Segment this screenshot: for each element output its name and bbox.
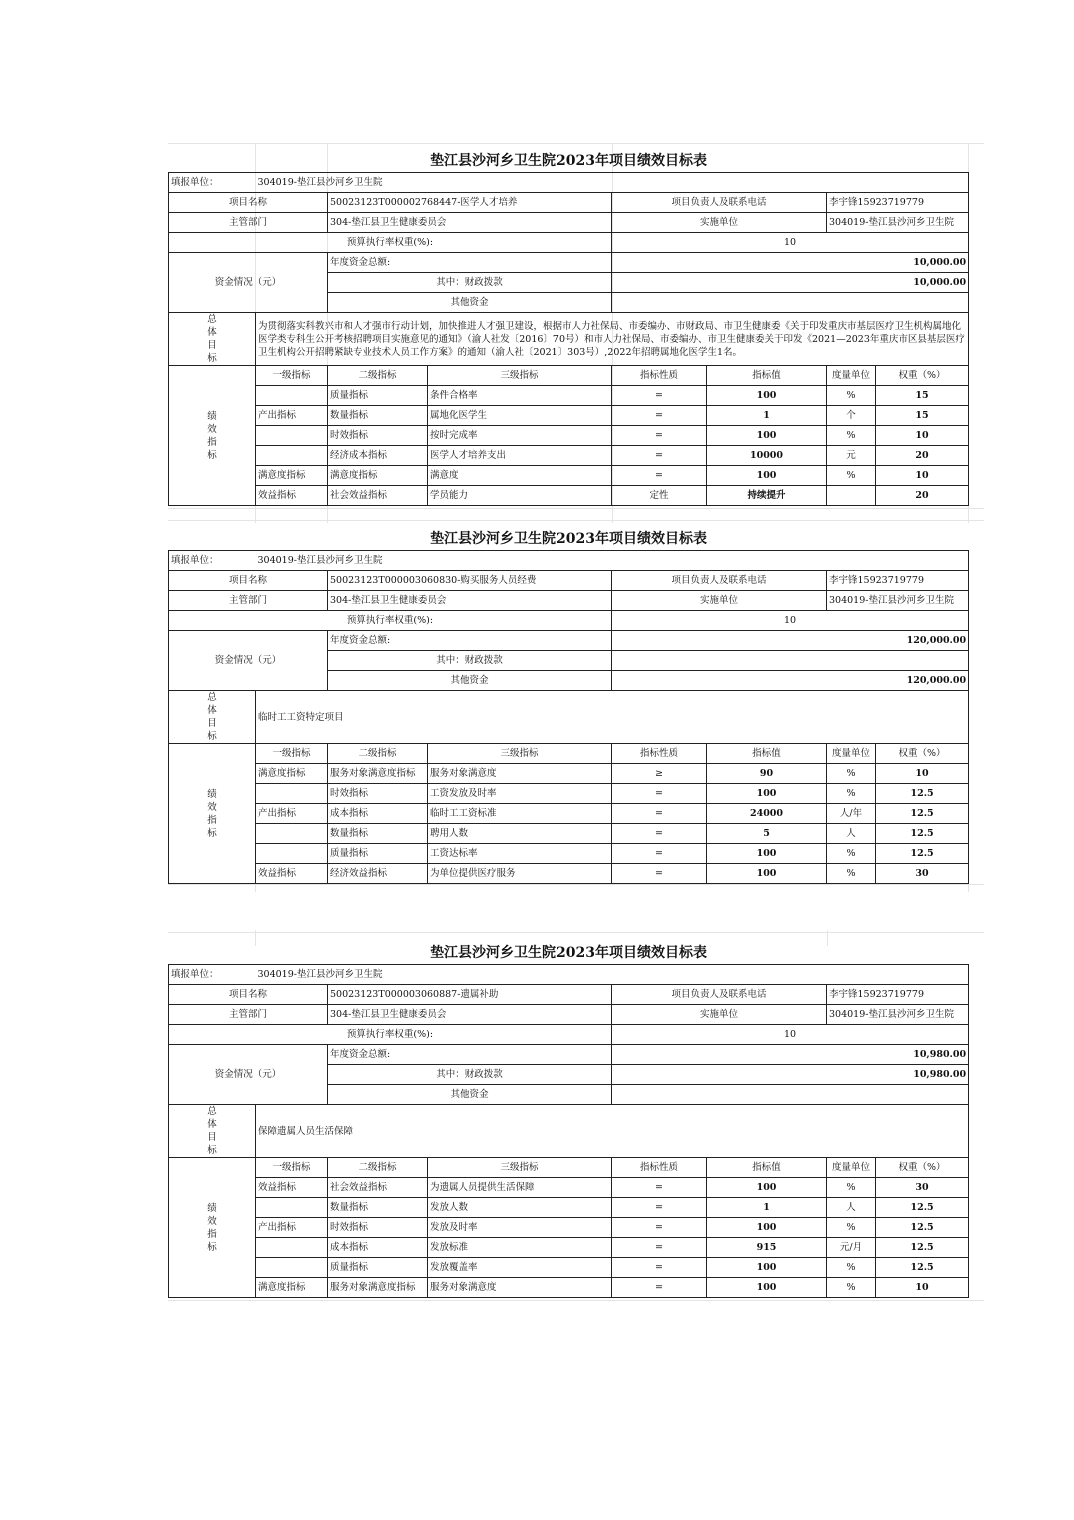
row-l2: 质量指标 [328, 844, 428, 864]
table-row [169, 1198, 969, 1218]
row-unit: % [827, 784, 876, 804]
row-unit: % [827, 386, 876, 406]
row-value: 100 [707, 784, 827, 804]
annual-total-label: 年度资金总额: [328, 253, 612, 273]
dept-label: 主管部门 [169, 213, 328, 233]
row-l2: 质量指标 [328, 1258, 428, 1278]
table-row [169, 406, 969, 426]
row-nature: = [612, 1178, 707, 1198]
fiscal-label: 其中：财政拨款 [328, 651, 612, 671]
row-l2: 服务对象满意度指标 [328, 764, 428, 784]
row-unit: % [827, 844, 876, 864]
row-l3: 属地化医学生 [428, 406, 612, 426]
row-value: 100 [707, 1278, 827, 1298]
row-l2: 成本指标 [328, 1238, 428, 1258]
fiscal-value: 10,000.00 [612, 273, 969, 293]
table-row [169, 764, 969, 784]
impl-value: 304019-垫江县沙河乡卫生院 [827, 1005, 969, 1025]
row-l3: 学员能力 [428, 486, 612, 506]
row-weight: 20 [876, 486, 969, 506]
row-l1: 产出指标 [256, 1218, 328, 1238]
row-nature: = [612, 1218, 707, 1238]
row-value: 100 [707, 1178, 827, 1198]
row-l3: 临时工工资标准 [428, 804, 612, 824]
row-unit: 人/年 [827, 804, 876, 824]
row-nature: = [612, 406, 707, 426]
row-l1 [256, 1258, 328, 1278]
row-unit: % [827, 764, 876, 784]
row-l3: 发放及时率 [428, 1218, 612, 1238]
impl-label: 实施单位 [612, 213, 827, 233]
other-funds-value [612, 293, 969, 313]
row-l2: 数量指标 [328, 406, 428, 426]
row-value: 100 [707, 864, 827, 884]
row-unit: 个 [827, 406, 876, 426]
row-nature: = [612, 844, 707, 864]
header-value: 指标值 [707, 744, 827, 764]
row-l1: 满意度指标 [256, 466, 328, 486]
row-value: 100 [707, 426, 827, 446]
table-row [169, 426, 969, 446]
row-nature: = [612, 466, 707, 486]
dept-value: 304-垫江县卫生健康委员会 [328, 213, 612, 233]
project-name-label: 项目名称 [169, 571, 328, 591]
perf-label: 绩效指标 [169, 1158, 256, 1298]
row-l1: 满意度指标 [256, 764, 328, 784]
row-nature: = [612, 1238, 707, 1258]
budget-weight-label: 预算执行率权重(%): [169, 233, 612, 253]
row-value: 1 [707, 406, 827, 426]
goal-text: 临时工工资特定项目 [256, 691, 969, 744]
row-l1: 效益指标 [256, 1178, 328, 1198]
dept-label: 主管部门 [169, 591, 328, 611]
fill-unit-value: 304019-垫江县沙河乡卫生院 [256, 551, 969, 571]
row-nature: = [612, 1258, 707, 1278]
goal-label: 总体目标 [169, 313, 256, 366]
fiscal-label: 其中：财政拨款 [328, 273, 612, 293]
other-funds-label: 其他资金 [328, 293, 612, 313]
row-l3: 条件合格率 [428, 386, 612, 406]
row-l3: 发放标准 [428, 1238, 612, 1258]
impl-value: 304019-垫江县沙河乡卫生院 [827, 591, 969, 611]
row-l1 [256, 784, 328, 804]
table-row [169, 1178, 969, 1198]
contact-label: 项目负责人及联系电话 [612, 193, 827, 213]
header-unit: 度量单位 [827, 366, 876, 386]
header-unit: 度量单位 [827, 744, 876, 764]
performance-table-3 [168, 942, 968, 1298]
table-title: 垫江县沙河乡卫生院2023年项目绩效目标表 [169, 528, 969, 551]
annual-total-value: 120,000.00 [612, 631, 969, 651]
header-nature: 指标性质 [612, 366, 707, 386]
row-weight: 20 [876, 446, 969, 466]
row-l2: 时效指标 [328, 426, 428, 446]
fill-unit-value: 304019-垫江县沙河乡卫生院 [256, 965, 969, 985]
impl-label: 实施单位 [612, 591, 827, 611]
row-l1 [256, 844, 328, 864]
row-weight: 10 [876, 764, 969, 784]
row-l3: 为遗属人员提供生活保障 [428, 1178, 612, 1198]
project-name-value: 50023123T000002768447-医学人才培养 [328, 193, 612, 213]
row-l1 [256, 1238, 328, 1258]
row-value: 持续提升 [707, 486, 827, 506]
row-unit: % [827, 1178, 876, 1198]
row-unit: % [827, 426, 876, 446]
row-nature: = [612, 784, 707, 804]
funds-label: 资金情况（元） [169, 1045, 328, 1105]
row-unit [827, 486, 876, 506]
row-l1: 效益指标 [256, 486, 328, 506]
table-row [169, 1278, 969, 1298]
project-name-label: 项目名称 [169, 193, 328, 213]
dept-value: 304-垫江县卫生健康委员会 [328, 1005, 612, 1025]
project-name-label: 项目名称 [169, 985, 328, 1005]
perf-label: 绩效指标 [169, 366, 256, 506]
row-nature: = [612, 386, 707, 406]
row-l3: 服务对象满意度 [428, 1278, 612, 1298]
budget-weight-value: 10 [612, 1025, 969, 1045]
header-value: 指标值 [707, 1158, 827, 1178]
row-weight: 10 [876, 426, 969, 446]
row-l3: 医学人才培养支出 [428, 446, 612, 466]
row-nature: = [612, 864, 707, 884]
budget-weight-label: 预算执行率权重(%): [169, 611, 612, 631]
row-l1: 产出指标 [256, 804, 328, 824]
other-funds-label: 其他资金 [328, 671, 612, 691]
performance-table-2 [168, 528, 968, 884]
row-weight: 12.5 [876, 804, 969, 824]
row-value: 100 [707, 1218, 827, 1238]
table-row [169, 824, 969, 844]
table-row [169, 446, 969, 466]
row-weight: 12.5 [876, 844, 969, 864]
budget-weight-value: 10 [612, 611, 969, 631]
annual-total-label: 年度资金总额: [328, 631, 612, 651]
row-unit: % [827, 466, 876, 486]
goal-text: 为贯彻落实科教兴市和人才强市行动计划，加快推进人才强卫建设，根据市人力社保局、市委编办、市财政局、市卫生健康委《关于印发重庆市基层医疗卫生机构属地化医学类专科生公开考核招聘项目实施意见的通知》（渝人社发〔2016〕70号）和市人力社保局、市委编办、市卫生健康委关于印发《2021—2023年重庆市区县基层医疗卫生机构公开招聘紧缺专业技术人员工作方案》的通知（渝人社〔2021〕303号）,2022年招聘属地化医学生1名。 [256, 313, 969, 366]
dept-label: 主管部门 [169, 1005, 328, 1025]
header-unit: 度量单位 [827, 1158, 876, 1178]
performance-table-1 [168, 150, 968, 506]
row-l2: 成本指标 [328, 804, 428, 824]
row-l1: 效益指标 [256, 864, 328, 884]
row-l2: 经济效益指标 [328, 864, 428, 884]
contact-value: 李宇锋15923719779 [827, 571, 969, 591]
row-nature: = [612, 804, 707, 824]
row-value: 10000 [707, 446, 827, 466]
header-l1: 一级指标 [256, 1158, 328, 1178]
contact-value: 李宇锋15923719779 [827, 193, 969, 213]
budget-weight-label: 预算执行率权重(%): [169, 1025, 612, 1045]
fill-unit-value: 304019-垫江县沙河乡卫生院 [256, 173, 969, 193]
row-value: 24000 [707, 804, 827, 824]
project-name-value: 50023123T000003060830-购买服务人员经费 [328, 571, 612, 591]
header-weight: 权重（%） [876, 366, 969, 386]
row-l1 [256, 386, 328, 406]
row-l3: 按时完成率 [428, 426, 612, 446]
row-value: 100 [707, 466, 827, 486]
header-l2: 二级指标 [328, 1158, 428, 1178]
fill-unit-label: 填报单位： [169, 965, 256, 985]
row-nature: ≥ [612, 764, 707, 784]
header-l1: 一级指标 [256, 744, 328, 764]
table-row [169, 784, 969, 804]
row-value: 90 [707, 764, 827, 784]
row-weight: 15 [876, 406, 969, 426]
fiscal-value: 10,980.00 [612, 1065, 969, 1085]
row-l1: 满意度指标 [256, 1278, 328, 1298]
row-weight: 12.5 [876, 1198, 969, 1218]
fill-unit-label: 填报单位： [169, 173, 256, 193]
annual-total-value: 10,000.00 [612, 253, 969, 273]
row-nature: = [612, 426, 707, 446]
table-row [169, 804, 969, 824]
goal-label: 总体目标 [169, 1105, 256, 1158]
table-title: 垫江县沙河乡卫生院2023年项目绩效目标表 [169, 150, 969, 173]
contact-label: 项目负责人及联系电话 [612, 985, 827, 1005]
row-l1 [256, 824, 328, 844]
row-l3: 为单位提供医疗服务 [428, 864, 612, 884]
impl-label: 实施单位 [612, 1005, 827, 1025]
table-row [169, 466, 969, 486]
row-nature: = [612, 1198, 707, 1218]
fiscal-label: 其中：财政拨款 [328, 1065, 612, 1085]
row-nature: = [612, 446, 707, 466]
row-value: 5 [707, 824, 827, 844]
other-funds-value: 120,000.00 [612, 671, 969, 691]
goal-text: 保障遗属人员生活保障 [256, 1105, 969, 1158]
row-value: 915 [707, 1238, 827, 1258]
header-l3: 三级指标 [428, 366, 612, 386]
row-l1 [256, 446, 328, 466]
row-weight: 15 [876, 386, 969, 406]
row-l1: 产出指标 [256, 406, 328, 426]
row-l3: 聘用人数 [428, 824, 612, 844]
header-l2: 二级指标 [328, 744, 428, 764]
table-row [169, 1218, 969, 1238]
other-funds-value [612, 1085, 969, 1105]
row-l2: 质量指标 [328, 386, 428, 406]
other-funds-label: 其他资金 [328, 1085, 612, 1105]
row-weight: 30 [876, 864, 969, 884]
row-l2: 经济成本指标 [328, 446, 428, 466]
row-l1 [256, 426, 328, 446]
header-weight: 权重（%） [876, 1158, 969, 1178]
row-l3: 工资发放及时率 [428, 784, 612, 804]
row-l2: 数量指标 [328, 824, 428, 844]
contact-value: 李宇锋15923719779 [827, 985, 969, 1005]
row-l3: 发放覆盖率 [428, 1258, 612, 1278]
project-name-value: 50023123T000003060887-遗属补助 [328, 985, 612, 1005]
row-unit: % [827, 1218, 876, 1238]
row-weight: 12.5 [876, 784, 969, 804]
budget-weight-value: 10 [612, 233, 969, 253]
row-l3: 满意度 [428, 466, 612, 486]
header-l1: 一级指标 [256, 366, 328, 386]
header-value: 指标值 [707, 366, 827, 386]
header-nature: 指标性质 [612, 1158, 707, 1178]
row-weight: 30 [876, 1178, 969, 1198]
row-l3: 发放人数 [428, 1198, 612, 1218]
table-row [169, 844, 969, 864]
row-value: 100 [707, 844, 827, 864]
row-l2: 社会效益指标 [328, 486, 428, 506]
funds-label: 资金情况（元） [169, 253, 328, 313]
row-value: 1 [707, 1198, 827, 1218]
row-weight: 10 [876, 1278, 969, 1298]
contact-label: 项目负责人及联系电话 [612, 571, 827, 591]
row-unit: 元/月 [827, 1238, 876, 1258]
row-unit: 人 [827, 824, 876, 844]
row-l2: 时效指标 [328, 784, 428, 804]
funds-label: 资金情况（元） [169, 631, 328, 691]
table-row [169, 386, 969, 406]
row-l3: 工资达标率 [428, 844, 612, 864]
row-unit: % [827, 1278, 876, 1298]
row-l1 [256, 1198, 328, 1218]
row-weight: 12.5 [876, 1218, 969, 1238]
row-l2: 社会效益指标 [328, 1178, 428, 1198]
row-nature: = [612, 824, 707, 844]
row-l2: 服务对象满意度指标 [328, 1278, 428, 1298]
header-l3: 三级指标 [428, 744, 612, 764]
table-row [169, 1238, 969, 1258]
row-weight: 12.5 [876, 1258, 969, 1278]
row-unit: % [827, 1258, 876, 1278]
fill-unit-label: 填报单位： [169, 551, 256, 571]
row-weight: 12.5 [876, 1238, 969, 1258]
header-nature: 指标性质 [612, 744, 707, 764]
table-row [169, 486, 969, 506]
header-l3: 三级指标 [428, 1158, 612, 1178]
header-weight: 权重（%） [876, 744, 969, 764]
table-row [169, 1258, 969, 1278]
row-unit: % [827, 864, 876, 884]
row-l3: 服务对象满意度 [428, 764, 612, 784]
row-l2: 数量指标 [328, 1198, 428, 1218]
row-weight: 10 [876, 466, 969, 486]
row-weight: 12.5 [876, 824, 969, 844]
annual-total-value: 10,980.00 [612, 1045, 969, 1065]
table-row [169, 864, 969, 884]
row-unit: 元 [827, 446, 876, 466]
row-unit: 人 [827, 1198, 876, 1218]
header-l2: 二级指标 [328, 366, 428, 386]
fiscal-value [612, 651, 969, 671]
impl-value: 304019-垫江县沙河乡卫生院 [827, 213, 969, 233]
row-value: 100 [707, 1258, 827, 1278]
row-l2: 满意度指标 [328, 466, 428, 486]
perf-label: 绩效指标 [169, 744, 256, 884]
dept-value: 304-垫江县卫生健康委员会 [328, 591, 612, 611]
row-l2: 时效指标 [328, 1218, 428, 1238]
row-nature: 定性 [612, 486, 707, 506]
table-title: 垫江县沙河乡卫生院2023年项目绩效目标表 [169, 942, 969, 965]
row-value: 100 [707, 386, 827, 406]
row-nature: = [612, 1278, 707, 1298]
goal-label: 总体目标 [169, 691, 256, 744]
annual-total-label: 年度资金总额: [328, 1045, 612, 1065]
